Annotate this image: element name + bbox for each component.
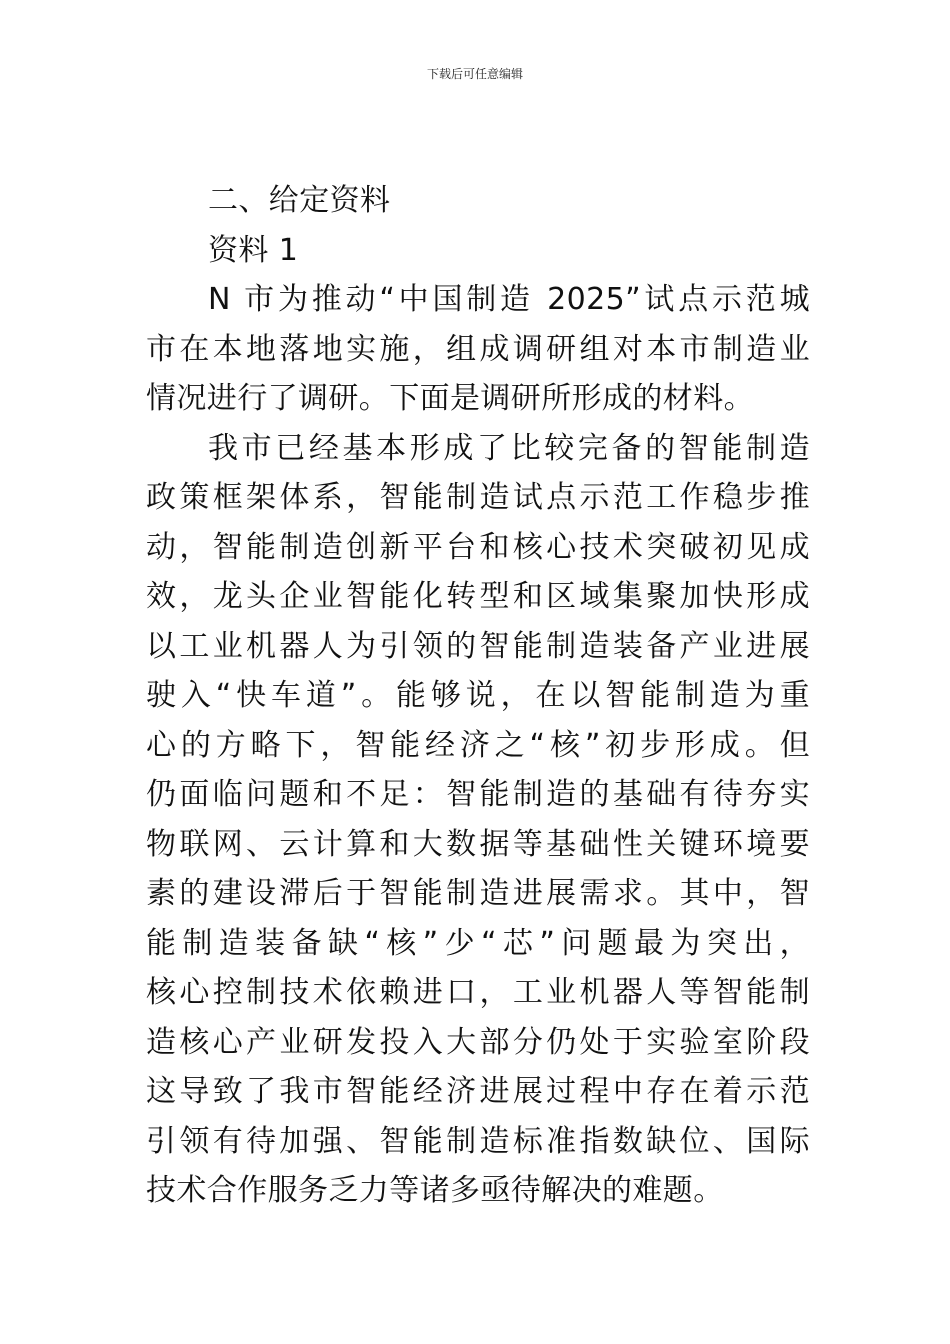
document-body <box>146 176 810 1216</box>
paragraph-line: 核心控制技术依赖进口，工业机器人等智能制 <box>146 975 810 1010</box>
paragraph-line: N 市为推动“中国制造 2025”试点示范城 <box>208 282 810 317</box>
paragraph-line: 情况进行了调研。下面是调研所形成的材料。 <box>146 381 754 416</box>
paragraph-2 <box>146 424 810 1216</box>
material-label: 资料 1 <box>208 232 299 268</box>
paragraph-line: 政策框架体系，智能制造试点示范工作稳步推 <box>146 480 810 515</box>
paragraph-line: 引领有待加强、智能制造标准指数缺位、国际 <box>146 1123 810 1159</box>
paragraph-line: 能制造装备缺“核”少“芯”问题最为突出， <box>146 925 810 961</box>
section-title: 二、给定资料 <box>208 183 391 218</box>
paragraph-1 <box>146 275 810 424</box>
paragraph-line: 市在本地落地实施，组成调研组对本市制造业 <box>146 331 810 367</box>
paragraph-line: 以工业机器人为引领的智能制造装备产业进展 <box>146 628 810 664</box>
paragraph-line: 心的方略下，智能经济之“核”初步形成。但 <box>146 727 810 763</box>
paragraph-line: 我市已经基本形成了比较完备的智能制造 <box>208 430 810 466</box>
paragraph-line: 造核心产业研发投入大部分仍处于实验室阶段 <box>146 1024 810 1060</box>
paragraph-line: 驶入“快车道”。能够说，在以智能制造为重 <box>146 678 810 713</box>
paragraph-line: 动，智能制造创新平台和核心技术突破初见成 <box>146 529 810 565</box>
paragraph-line: 仍面临问题和不足：智能制造的基础有待夯实 <box>146 777 810 812</box>
page-header-note: 下载后可任意编辑 <box>426 67 523 81</box>
paragraph-line: 素的建设滞后于智能制造进展需求。其中，智 <box>146 876 810 911</box>
paragraph-line: 这导致了我市智能经济进展过程中存在着示范 <box>146 1074 810 1109</box>
paragraph-line: 效，龙头企业智能化转型和区域集聚加快形成 <box>146 579 810 614</box>
paragraph-line: 技术合作服务乏力等诸多亟待解决的难题。 <box>146 1173 724 1208</box>
paragraph-line: 物联网、云计算和大数据等基础性关键环境要 <box>146 826 810 862</box>
